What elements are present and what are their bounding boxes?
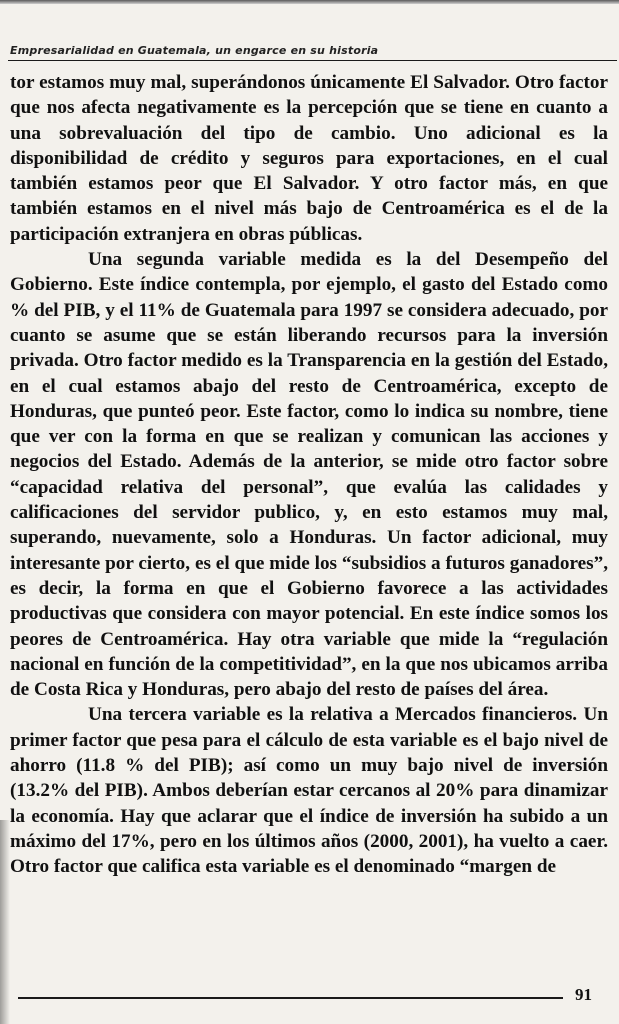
binding-shadow (0, 820, 10, 1024)
top-edge-rule (0, 0, 619, 4)
page-number: 91 (575, 985, 592, 1004)
paragraph-continuation: tor estamos muy mal, superándonos únicamente El Salvador. Otro factor que nos afecta negativamente es la percepción que se tiene en cuanto a una sobrevaluación del tipo de cambio. Uno adicional es la disponibilidad de crédito y seguros para exportaciones, en el cual también estamos peor que El Salvador. Y otro factor más, en que también estamos en el nivel más bajo de Centroamérica es el de la participación extranjera en obras públicas. (10, 72, 608, 245)
running-header: Empresarialidad en Guatemala, un engarce en su historia (10, 44, 379, 57)
page-body (10, 70, 608, 880)
header-divider (8, 60, 617, 61)
paragraph-desempeno-gobierno: Una segunda variable medida es la del Desempeño del Gobierno. Este índice contempla, por ejemplo, el gasto del Estado como % del PIB, y el 11% de Guatemala para 1997 se considera adecuado, por cuanto se asume que se están liberando recursos para la inversión privada. Otro factor medido es la Transparencia en la gestión del Estado, en el cual estamos abajo del resto de Centroamérica, excepto de Honduras, que punteó peor. Este factor, como lo indica su nombre, tiene que ver con la forma en que se realizan y comunican las acciones y negocios del Estado. Además de la anterior, se mide otro factor sobre “capacidad relativa del personal”, que evalúa las calidades y calificaciones del servidor publico, y, en esto estamos muy mal, superando, nuevamente, solo a Honduras. Un factor adicional, muy interesante por cierto, es el que mide los “subsidios a futuros ganadores”, es decir, la forma en que el Gobierno favorece a las actividades productivas que considera con mayor potencial. En este índice somos los peores de Centroamérica. Hay otra variable que mide la “regulación nacional en función de la competitividad”, en la que nos ubicamos arriba de Costa Rica y Honduras, pero abajo del resto de países del área. (10, 249, 608, 701)
paragraph-mercados-financieros: Una tercera variable es la relativa a Mercados financieros. Un primer factor que pesa para el cálculo de esta variable es el bajo nivel de ahorro (11.8 % del PIB); así como un muy bajo nivel de inversión (13.2% del PIB). Ambos deberían estar cercanos al 20% para dinamizar la economía. Hay que aclarar que el índice de inversión ha subido a un máximo del 17%, pero en los últimos años (2000, 2001), ha vuelto a caer. Otro factor que califica esta variable es el denominado “margen de (10, 704, 608, 878)
footer-divider (18, 997, 563, 999)
